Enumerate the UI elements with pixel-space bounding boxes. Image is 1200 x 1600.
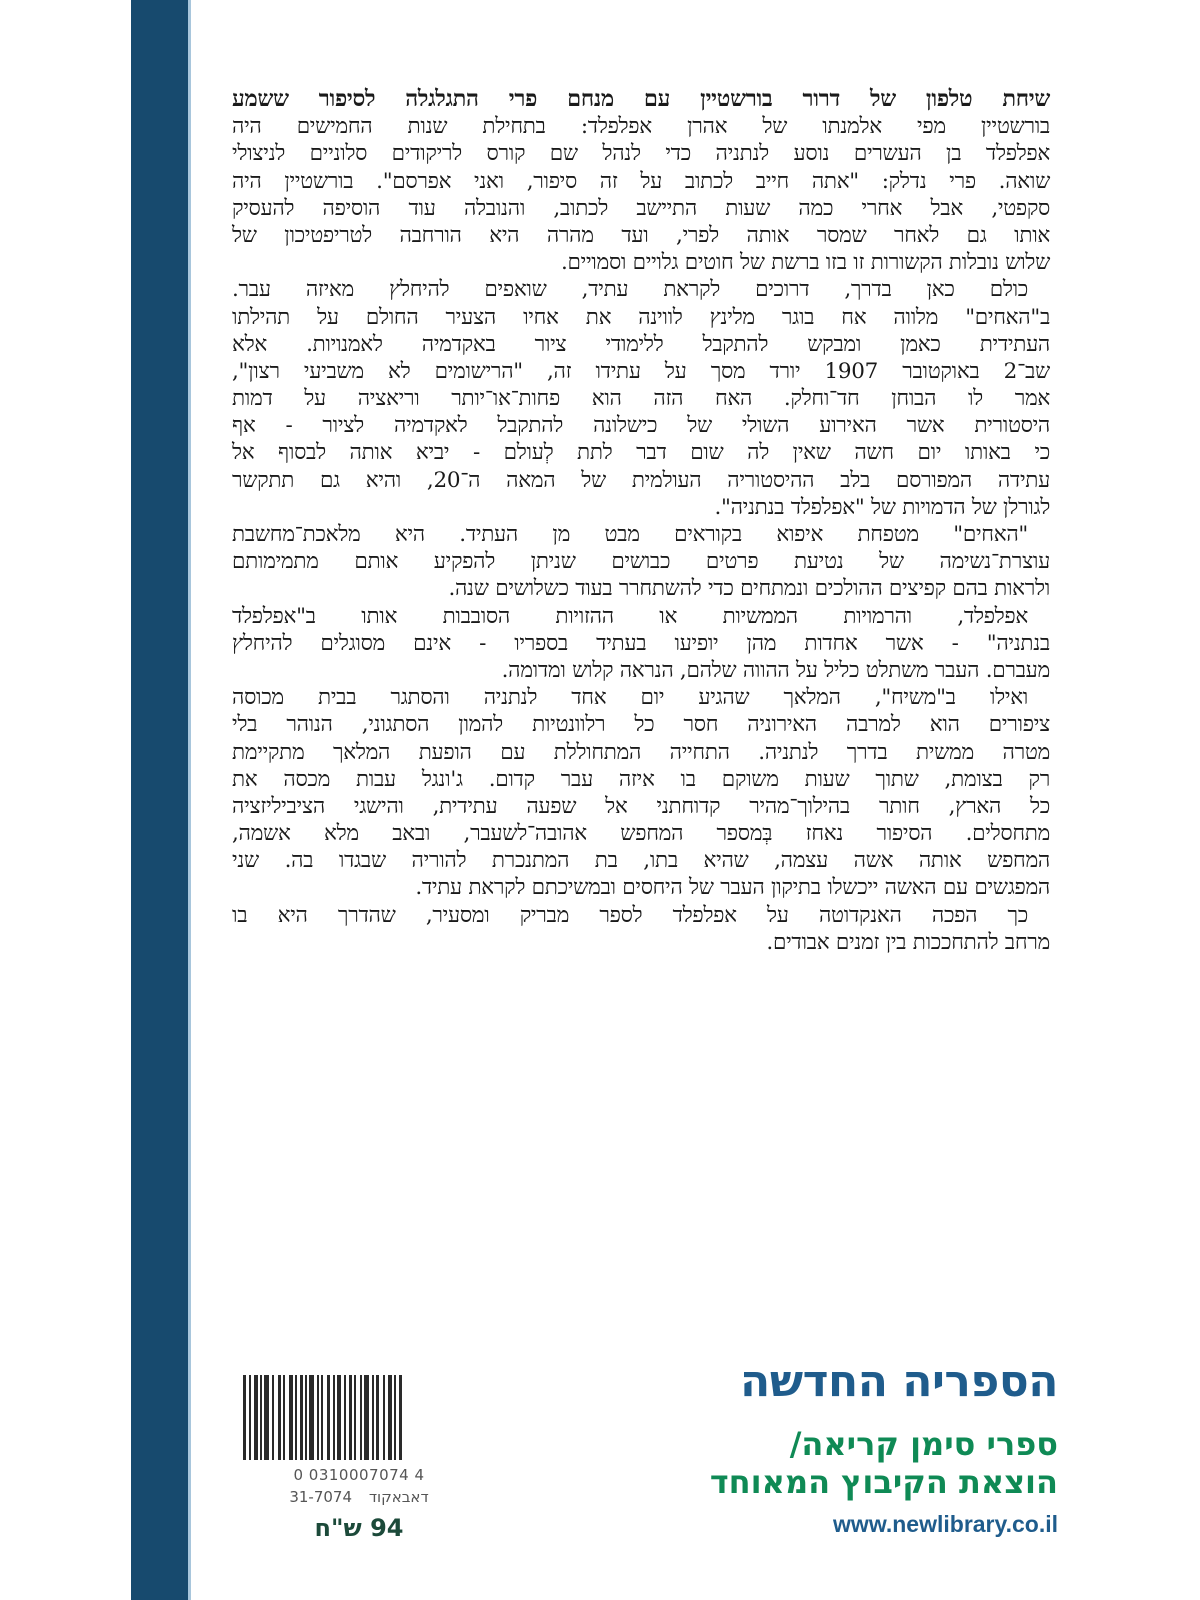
back-cover-blurb xyxy=(232,86,1050,956)
dealer-code-value: 31-7074 xyxy=(289,1488,353,1506)
blurb-line: מתחסלים. הסיפור נאחז בְּמספר המחפש אהובה־לשעבר, ובאב מלא אשמה, xyxy=(232,821,1050,847)
blurb-line: אותו גם לאחר שמסר אותה לפרי, ועד מהרה היא הורחבה לטריפטיכון של xyxy=(232,222,1050,248)
blurb-line: מטרה ממשית בדרך לנתניה. התחייה המתחוללת עם הופעת המלאך מתקיימת xyxy=(232,739,1050,765)
publisher-series: ספרי סימן קריאה/ xyxy=(789,1425,1058,1463)
blurb-line: בנתניה" - אשר אחדות מהן יופיעו בעתיד בספריו - אינם מסוגלים להיחלץ xyxy=(232,630,1050,656)
blurb-line: בורשטיין מפי אלמנתו של אהרן אפלפלד: בתחילת שנות החמישים היה xyxy=(232,114,1050,140)
blurb-line: עוצרת־נשימה של נטיעת פרטים כבושים שניתן להפקיע אותם מתמימותם xyxy=(232,549,1050,575)
blurb-line: כי באותו יום חשה שאין לה שום דבר לתת לְעולם - יביא אותה לבסוף אל xyxy=(232,440,1050,466)
blurb-line: כך הפכה האנקדוטה על אפלפלד לספר מבריק ומסעיר, שהדרך היא בו xyxy=(232,902,1028,928)
blurb-line: אפלפלד, והרמויות הממשיות או ההזויות הסובבות אותו ב"אפלפלד xyxy=(232,603,1028,629)
blurb-line: אפלפלד בן העשרים נוסע לנתניה כדי לנהל שם קורס לריקודים סלוניים לניצולי xyxy=(232,141,1050,167)
book-spine xyxy=(131,0,191,1600)
blurb-line: המחפש אותה אשה עצמה, שהיא בתו, בת המתנכרת להוריה שבגדו בה. שני xyxy=(232,848,1050,874)
blurb-line: מרחב להתחככות בין זמנים אבודים. xyxy=(766,929,1050,955)
blurb-line: מעברם. העבר משתלט כליל על ההווה שלהם, הנראה קלוש ומדומה. xyxy=(501,657,1050,683)
barcode-number: 0 0310007074 4 xyxy=(293,1466,425,1484)
blurb-line: שיחת טלפון של דרור בורשטיין עם מנחם פרי התגלגלה לסיפור ששמע xyxy=(232,86,1050,112)
publisher-title: הספריה החדשה xyxy=(740,1356,1058,1407)
dealer-code-label: דאבאקוד xyxy=(368,1488,429,1506)
blurb-line: שואה. פרי נדלק: "אתה חייב לכתוב על זה סיפור, ואני אפרסם". בורשטיין היה xyxy=(232,168,1050,194)
blurb-line: שלוש נובלות הקשורות זו בזו ברשת של חוטים גלויים וסמויים. xyxy=(560,250,1050,276)
blurb-line: סקפטי, אבל אחרי כמה שעות התיישב לכתוב, והנובלה עוד הוסיפה להעסיק xyxy=(232,195,1050,221)
publisher-url: www.newlibrary.co.il xyxy=(833,1511,1058,1537)
blurb-line: ולראות בהם קפיצים ההולכים ונמתחים כדי להשתחרר בעוד כשלושים שנה. xyxy=(448,576,1050,602)
blurb-line: ואילו ב"משיח", המלאך שהגיע יום אחד לנתניה והסתגר בבית מכוסה xyxy=(232,685,1028,711)
blurb-line: לגורלן של הדמויות של "אפלפלד בנתניה". xyxy=(714,494,1050,520)
blurb-line: שב־2 באוקטובר 1907 יורד מסך על עתידו זה, "הרישומים לא משביעי רצון", xyxy=(232,358,1050,384)
publisher-house: הוצאת הקיבוץ המאוחד xyxy=(709,1463,1058,1501)
barcode-block xyxy=(243,1375,463,1542)
publisher-branding xyxy=(638,1357,1058,1539)
blurb-line: ב"האחים" מלווה אח בוגר מלינץ לווינה את אחיו הצעיר החולם על תהילתו xyxy=(232,304,1050,330)
price-label: 94 ש"ח xyxy=(314,1514,404,1542)
blurb-line: "האחים" מטפחת איפוא בקוראים מבט מן העתיד. היא מלאכת־מחשבת xyxy=(232,522,1028,547)
dealer-code xyxy=(243,1488,475,1506)
blurb-line: רק בצומת, שתוך שעות משוקם בו איזה עבר קדום. ג'ונגל עבות מכסה את xyxy=(232,766,1050,792)
blurb-line: העתידית כאמן ומבקש להתקבל ללימודי ציור באקדמיה לאמנויות. אלא xyxy=(232,331,1050,357)
blurb-line: היסטורית אשר האירוע השולי של כישלונה להתקבל לאקדמיה לציור - אף xyxy=(232,413,1050,439)
blurb-line: עתידה המפורסם בלב ההיסטוריה העולמית של המאה ה־20, והיא גם תתקשר xyxy=(232,467,1050,493)
blurb-line: כל הארץ, חותר בהילוך־מהיר קדוחתני אל שפעה עתידית, והישגי הציביליזציה xyxy=(232,793,1050,819)
blurb-line: אמר לו הבוחן חד־וחלק. האח הזה הוא פחות־או־יותר וריאציה על דמות xyxy=(232,386,1050,412)
barcode-icon xyxy=(243,1375,475,1460)
blurb-line: ציפורים הוא למרבה האירוניה חסר כל רלוונטיות להמון הסתגוני, הנוהר בלי xyxy=(232,712,1050,738)
blurb-line: המפגשים עם האשה ייכשלו בתיקון העבר של היחסים ובמשיכתם לקראת עתיד. xyxy=(415,875,1050,901)
blurb-line: כולם כאן בדרך, דרוכים לקראת עתיד, שואפים להיחלץ מאיזה עבר. xyxy=(232,277,1028,303)
